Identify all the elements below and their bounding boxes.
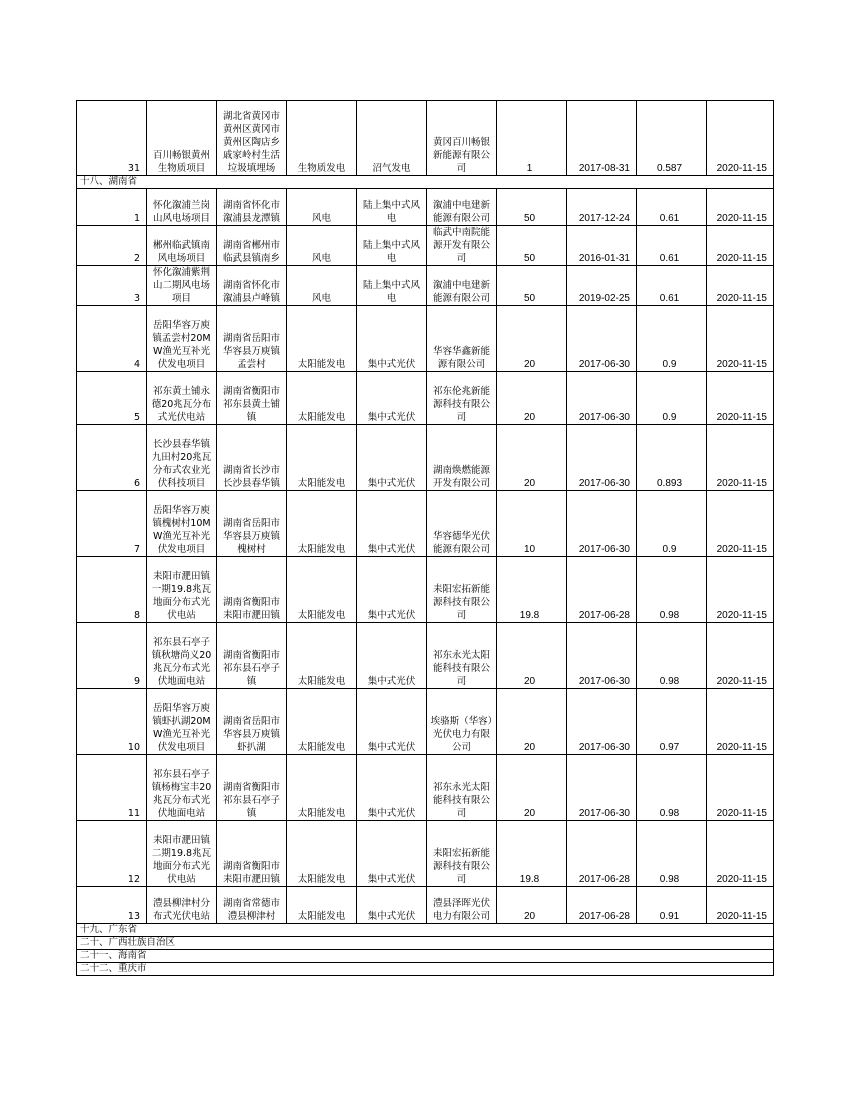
cell-price: 0.61 xyxy=(637,266,707,306)
cell-date: 2017-06-30 xyxy=(567,491,637,557)
cell-price: 0.97 xyxy=(637,689,707,755)
cell-price: 0.98 xyxy=(637,623,707,689)
cell-price: 0.61 xyxy=(637,226,707,266)
cell-dt: 2020-11-15 xyxy=(707,887,774,924)
cell-cap: 50 xyxy=(497,189,567,226)
cell-idx: 1 xyxy=(77,189,147,226)
cell-type: 集中式光伏 xyxy=(357,755,427,821)
table-row xyxy=(77,491,774,557)
cell-cat: 生物质发电 xyxy=(287,101,357,176)
section-label: 二十、广西壮族自治区 xyxy=(77,937,774,950)
cell-addr: 湖南省怀化市溆浦县卢峰镇 xyxy=(217,266,287,306)
cell-dt: 2020-11-15 xyxy=(707,491,774,557)
cell-cap: 20 xyxy=(497,372,567,425)
cell-cat: 太阳能发电 xyxy=(287,306,357,372)
cell-name: 耒阳市淝田镇二期19.8兆瓦地面分布式光伏电站 xyxy=(147,821,217,887)
cell-co: 溆浦中电建新能源有限公司 xyxy=(427,189,497,226)
cell-date: 2016-01-31 xyxy=(567,226,637,266)
cell-price: 0.893 xyxy=(637,425,707,491)
cell-cap: 20 xyxy=(497,689,567,755)
cell-cap: 50 xyxy=(497,266,567,306)
cell-name: 耒阳市淝田镇一期19.8兆瓦地面分布式光伏电站 xyxy=(147,557,217,623)
cell-name: 岳阳华容万庾镇虾扒湖20MW渔光互补光伏发电项目 xyxy=(147,689,217,755)
cell-type: 集中式光伏 xyxy=(357,491,427,557)
cell-price: 0.9 xyxy=(637,372,707,425)
cell-name: 郴州临武镇南风电场项目 xyxy=(147,226,217,266)
table-row xyxy=(77,189,774,226)
cell-cap: 20 xyxy=(497,623,567,689)
cell-addr: 湖南省衡阳市耒阳市淝田镇 xyxy=(217,821,287,887)
cell-cat: 风电 xyxy=(287,266,357,306)
cell-co: 耒阳宏拓新能源科技有限公司 xyxy=(427,557,497,623)
cell-cap: 1 xyxy=(497,101,567,176)
cell-co: 湖南焕燃能源开发有限公司 xyxy=(427,425,497,491)
cell-date: 2017-06-30 xyxy=(567,306,637,372)
table-row xyxy=(77,372,774,425)
cell-dt: 2020-11-15 xyxy=(707,101,774,176)
cell-date: 2017-06-28 xyxy=(567,821,637,887)
section-header-row xyxy=(77,950,774,963)
cell-cap: 20 xyxy=(497,887,567,924)
cell-cat: 太阳能发电 xyxy=(287,689,357,755)
table-row xyxy=(77,557,774,623)
section-label: 十九、广东省 xyxy=(77,924,774,937)
cell-name: 祁东县石亭子镇杨梅宝丰20兆瓦分布式光伏地面电站 xyxy=(147,755,217,821)
cell-cat: 太阳能发电 xyxy=(287,887,357,924)
table-row xyxy=(77,226,774,266)
cell-dt: 2020-11-15 xyxy=(707,623,774,689)
cell-date: 2017-06-28 xyxy=(567,557,637,623)
cell-price: 0.98 xyxy=(637,755,707,821)
cell-type: 陆上集中式风电 xyxy=(357,226,427,266)
cell-cat: 风电 xyxy=(287,226,357,266)
cell-co: 华容德华光伏能源有限公司 xyxy=(427,491,497,557)
table-row xyxy=(77,306,774,372)
cell-type: 集中式光伏 xyxy=(357,887,427,924)
cell-co: 祁东伦兆新能源科技有限公司 xyxy=(427,372,497,425)
cell-idx: 12 xyxy=(77,821,147,887)
cell-price: 0.9 xyxy=(637,491,707,557)
cell-addr: 湖南省衡阳市祁东县石亭子镇 xyxy=(217,623,287,689)
cell-type: 沼气发电 xyxy=(357,101,427,176)
cell-idx: 31 xyxy=(77,101,147,176)
cell-name: 澧县柳津村分布式光伏电站 xyxy=(147,887,217,924)
cell-co: 临武中南院能源开发有限公司 xyxy=(427,226,497,266)
cell-type: 集中式光伏 xyxy=(357,821,427,887)
cell-type: 陆上集中式风电 xyxy=(357,266,427,306)
cell-dt: 2020-11-15 xyxy=(707,755,774,821)
cell-dt: 2020-11-15 xyxy=(707,372,774,425)
cell-price: 0.98 xyxy=(637,557,707,623)
section-header-row xyxy=(77,963,774,976)
cell-type: 集中式光伏 xyxy=(357,372,427,425)
cell-dt: 2020-11-15 xyxy=(707,226,774,266)
cell-date: 2017-06-30 xyxy=(567,425,637,491)
cell-cap: 19.8 xyxy=(497,557,567,623)
cell-co: 祁东永光太阳能科技有限公司 xyxy=(427,755,497,821)
cell-cat: 太阳能发电 xyxy=(287,623,357,689)
cell-type: 集中式光伏 xyxy=(357,425,427,491)
cell-cap: 10 xyxy=(497,491,567,557)
cell-type: 陆上集中式风电 xyxy=(357,189,427,226)
cell-price: 0.91 xyxy=(637,887,707,924)
table-row xyxy=(77,821,774,887)
cell-addr: 湖南省郴州市临武县镇南乡 xyxy=(217,226,287,266)
table-row xyxy=(77,101,774,176)
cell-addr: 湖南省衡阳市耒阳市淝田镇 xyxy=(217,557,287,623)
cell-idx: 4 xyxy=(77,306,147,372)
cell-idx: 6 xyxy=(77,425,147,491)
cell-addr: 湖南省衡阳市祁东县石亭子镇 xyxy=(217,755,287,821)
cell-price: 0.9 xyxy=(637,306,707,372)
cell-cap: 20 xyxy=(497,425,567,491)
section-header-row xyxy=(77,937,774,950)
cell-addr: 湖南省岳阳市华容县万庾镇孟尝村 xyxy=(217,306,287,372)
cell-date: 2017-06-30 xyxy=(567,689,637,755)
cell-cap: 20 xyxy=(497,306,567,372)
cell-co: 华容华鑫新能源有限公司 xyxy=(427,306,497,372)
cell-name: 怀化溆浦兰岗山风电场项目 xyxy=(147,189,217,226)
cell-date: 2017-06-30 xyxy=(567,623,637,689)
cell-cap: 20 xyxy=(497,755,567,821)
cell-type: 集中式光伏 xyxy=(357,623,427,689)
section-header-row xyxy=(77,176,774,189)
cell-addr: 湖南省常德市澧县柳津村 xyxy=(217,887,287,924)
cell-cap: 50 xyxy=(497,226,567,266)
cell-addr: 湖南省怀化市溆浦县龙潭镇 xyxy=(217,189,287,226)
cell-name: 祁东县石亭子镇秋塘尚义20兆瓦分布式光伏地面电站 xyxy=(147,623,217,689)
cell-name: 岳阳华容万庾镇槐树村10MW渔光互补光伏发电项目 xyxy=(147,491,217,557)
cell-cat: 太阳能发电 xyxy=(287,755,357,821)
cell-dt: 2020-11-15 xyxy=(707,266,774,306)
cell-idx: 3 xyxy=(77,266,147,306)
cell-addr: 湖南省岳阳市华容县万庾镇虾扒湖 xyxy=(217,689,287,755)
cell-date: 2017-12-24 xyxy=(567,189,637,226)
cell-cat: 太阳能发电 xyxy=(287,491,357,557)
cell-name: 祁东黄土铺永德20兆瓦分布式光伏电站 xyxy=(147,372,217,425)
cell-cat: 风电 xyxy=(287,189,357,226)
table-row xyxy=(77,755,774,821)
cell-price: 0.587 xyxy=(637,101,707,176)
cell-idx: 2 xyxy=(77,226,147,266)
cell-type: 集中式光伏 xyxy=(357,306,427,372)
cell-idx: 9 xyxy=(77,623,147,689)
cell-idx: 5 xyxy=(77,372,147,425)
cell-addr: 湖南省衡阳市祁东县黄土铺镇 xyxy=(217,372,287,425)
cell-dt: 2020-11-15 xyxy=(707,189,774,226)
cell-date: 2017-06-30 xyxy=(567,372,637,425)
section-header-row xyxy=(77,924,774,937)
section-label: 十八、湖南省 xyxy=(77,176,774,189)
table-row xyxy=(77,266,774,306)
section-label: 二十二、重庆市 xyxy=(77,963,774,976)
section-label: 二十一、海南省 xyxy=(77,950,774,963)
cell-addr: 湖南省岳阳市华容县万庾镇槐树村 xyxy=(217,491,287,557)
cell-name: 长沙县春华镇九田村20兆瓦分布式农业光伏科技项目 xyxy=(147,425,217,491)
cell-price: 0.98 xyxy=(637,821,707,887)
cell-co: 祁东永光太阳能科技有限公司 xyxy=(427,623,497,689)
table-row xyxy=(77,623,774,689)
cell-name: 岳阳华容万庾镇孟尝村20MW渔光互补光伏发电项目 xyxy=(147,306,217,372)
projects-table-body xyxy=(77,101,774,976)
cell-co: 黄冈百川畅银新能源有限公司 xyxy=(427,101,497,176)
cell-date: 2017-08-31 xyxy=(567,101,637,176)
cell-price: 0.61 xyxy=(637,189,707,226)
cell-cap: 19.8 xyxy=(497,821,567,887)
cell-idx: 11 xyxy=(77,755,147,821)
cell-co: 溆浦中电建新能源有限公司 xyxy=(427,266,497,306)
cell-idx: 13 xyxy=(77,887,147,924)
cell-dt: 2020-11-15 xyxy=(707,557,774,623)
cell-idx: 8 xyxy=(77,557,147,623)
cell-date: 2017-06-30 xyxy=(567,755,637,821)
table-row xyxy=(77,887,774,924)
cell-type: 集中式光伏 xyxy=(357,689,427,755)
cell-name: 百川畅银黄州生物质项目 xyxy=(147,101,217,176)
cell-co: 澧县泽晖光伏电力有限公司 xyxy=(427,887,497,924)
cell-addr: 湖北省黄冈市黄州区黄冈市黄州区陶店乡戚家岭村生活垃圾填埋场 xyxy=(217,101,287,176)
cell-cat: 太阳能发电 xyxy=(287,425,357,491)
table-row xyxy=(77,425,774,491)
cell-dt: 2020-11-15 xyxy=(707,425,774,491)
cell-idx: 10 xyxy=(77,689,147,755)
cell-type: 集中式光伏 xyxy=(357,557,427,623)
cell-co: 埃骆斯（华容）光伏电力有限公司 xyxy=(427,689,497,755)
cell-cat: 太阳能发电 xyxy=(287,372,357,425)
cell-dt: 2020-11-15 xyxy=(707,689,774,755)
cell-name: 怀化溆浦紫荆山二期风电场项目 xyxy=(147,266,217,306)
cell-date: 2017-06-28 xyxy=(567,887,637,924)
cell-idx: 7 xyxy=(77,491,147,557)
cell-date: 2019-02-25 xyxy=(567,266,637,306)
cell-cat: 太阳能发电 xyxy=(287,821,357,887)
cell-dt: 2020-11-15 xyxy=(707,306,774,372)
projects-table xyxy=(76,100,774,976)
cell-co: 耒阳宏拓新能源科技有限公司 xyxy=(427,821,497,887)
table-row xyxy=(77,689,774,755)
cell-addr: 湖南省长沙市长沙县春华镇 xyxy=(217,425,287,491)
cell-dt: 2020-11-15 xyxy=(707,821,774,887)
cell-cat: 太阳能发电 xyxy=(287,557,357,623)
